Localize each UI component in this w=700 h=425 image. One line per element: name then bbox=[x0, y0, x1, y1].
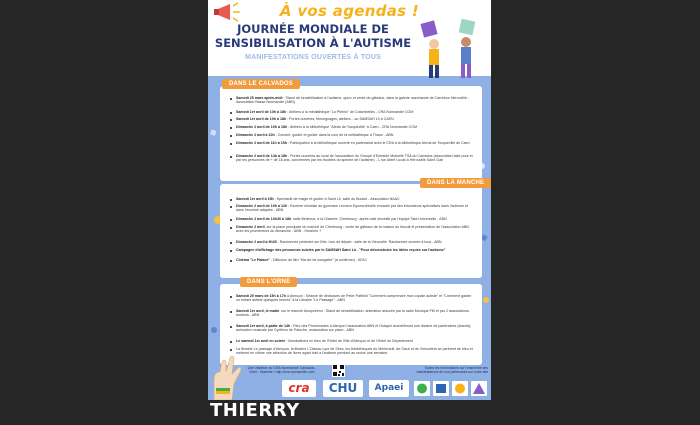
hands-illustration bbox=[210, 350, 244, 400]
footer-initiative-text: Une initiative du CRA Normandie Calvados - Orne - Manche / http://cra-normandie.com bbox=[247, 366, 317, 374]
poster-title-line2: SENSIBILISATION À L'AUTISME bbox=[214, 36, 412, 50]
poster-title-line1: JOURNÉE MONDIALE DE bbox=[237, 22, 389, 36]
footer-info-text: Toutes les informations sur l'ensemble des manifestations de nos partenaires sur notre site bbox=[416, 366, 488, 374]
qr-code-icon bbox=[332, 364, 345, 377]
event-item: Samedi 25 mars de 15h à 17h à Alençon : Séance de dédicaces de Peter Patfield "Comment comprendre mon copain autiste" et "Comment garder un enfant autiste quelques heures" à la Librairie "Le Passage" - ABN bbox=[236, 294, 472, 303]
event-item: Samedi 1er avril de 10h à 18h : Portes ouvertes, témoignages, ateliers... au SAMSAH 14 à CAEN bbox=[236, 117, 394, 121]
event-item: Dimanche 2 avril de 11h à 15h : Participation à la bibliothèque ouverte en partenariat avec le CRA à la bibliothèque Alexis de Tocqueville de Caen bbox=[236, 141, 470, 145]
chu-logo: CHU bbox=[323, 380, 363, 397]
watermark-credit: THIERRY bbox=[210, 400, 300, 421]
event-item: Samedi 25 mars après-midi : Stand de sensibilisation à l'autisme, quizz et vente de gâteaux, dans la galerie marchande de Carrefour Hérouville - Association Basse-Normandie (ABN) bbox=[236, 96, 470, 105]
event-item: Le samedi 1er avril en soirée : Illuminations en bleu de l'Hôtel de Ville d'Alençon et de l'Hôtel du Département bbox=[236, 339, 413, 343]
event-poster bbox=[208, 0, 491, 400]
event-item: Samedi 1er avril à 15h : Spectacle de magie et goûter à Saint Lô, salle du Bouloir - Association NAAC bbox=[236, 197, 400, 201]
section-tag-manche: DANS LA MANCHE bbox=[420, 178, 491, 188]
event-item: Dimanche 2 avril à 9h30 : Randonnée pédestre sur Brix. Lieu de départ : salle de la Vieuxville. Randonnée ouverte à tous - ABN bbox=[236, 240, 442, 244]
event-item: Dimanche 2 avril à 10h : Concert, goûter et goûter dans la cour de la médiathèque à Thaon - ABN bbox=[236, 133, 394, 137]
event-item: Dimanche 2 avril de 10h à 18h : Ateliers à la bibliothèque "Alexis de Tocqueville" à Caen - CRA Normandie COM bbox=[236, 125, 418, 129]
poster-subtitle: MANIFESTATIONS OUVERTES À TOUS bbox=[245, 54, 381, 61]
poster-kicker: À vos agendas ! bbox=[279, 2, 420, 20]
event-item: Samedi 1er avril, à partir de 14h : Parc des Promenades à Alençon l'association ABN et l'Adapei accueilleront une dizaine de partenaires (stands), animation musicale par Cyrilleno de Paluche, restauration sur place - ABN bbox=[236, 324, 472, 333]
event-item: Dimanche 2 avril de 10h à 12h : Escrime mixtoise au gymnase Lecoeur Equeurdreville encadré par des éducateurs spécialisés dans l'autisme et dans l'escrime adaptée - ABN bbox=[236, 204, 469, 213]
section-tag-orne: DANS L'ORNE bbox=[240, 277, 297, 287]
event-item: Samedi 1er avril de 10h à 18h : Ateliers à la médiathèque "La Phénix" de Colombelles - CRA Normandie COM bbox=[236, 110, 414, 114]
apaei-logo: Apaei bbox=[369, 380, 409, 397]
event-item: La librairie Le passage d'Alençon, la librairie L'Oiseau-Lyre de Sées, les bibliothèques du Merlerault, de Gacé et de Vimoutiers se parèrent de bleu et mettront en vitrine une sélection de livres ayant trait à l'autisme pendant au moins une semaine. bbox=[236, 347, 473, 356]
event-item: Dimanche 2 avril, sur la place principale du marché de Cherbourg : vente de gâteaux de la maison du biscuit et présentation de l'association ABN avec les promeneurs du dimanche - ABN - Horaires ? bbox=[236, 225, 469, 234]
cra-logo: cra bbox=[282, 380, 316, 397]
event-item: Cinéma "Le Palace" : Diffusion du film "Ma vie de courgette" (à confirmer) - AFAJ bbox=[236, 258, 367, 262]
partner-logos bbox=[414, 381, 488, 396]
section-tag-calvados: DANS LE CALVADOS bbox=[222, 79, 300, 89]
event-item: Dimanche 2 avril de 13h30 à 18h, salle Bellevue, à la Glacerie, Cherbourg : après-midi récréatif par l'équipe Tata Universelle - ABN bbox=[236, 217, 447, 221]
puzzle-people-illustration bbox=[416, 18, 488, 80]
event-item: Campagne d'affichage des personnes suivies par le SAMSAH Saint Lô - "Pour déconstruire les idées reçues sur l'autisme" bbox=[236, 248, 446, 252]
event-item: Samedi 1er avril, le matin, sur le marché Amaycéenn : Stand de sensibilisation, animation assurée par la radio Monique FM et par 2 associations, tombola - ABN bbox=[236, 309, 470, 318]
event-item: Dimanche 2 avril de 14h à 18h : Portes ouvertes au local de l'association du Groupe d'Entraide Mutuelle TSA du Calvados (association faite pour et par les personnes de + de 18 ans, concernées par les troubles du spectre de l'autisme) - 1 rue Abbé Lucas à Hérouville Saint Clair bbox=[236, 154, 473, 163]
